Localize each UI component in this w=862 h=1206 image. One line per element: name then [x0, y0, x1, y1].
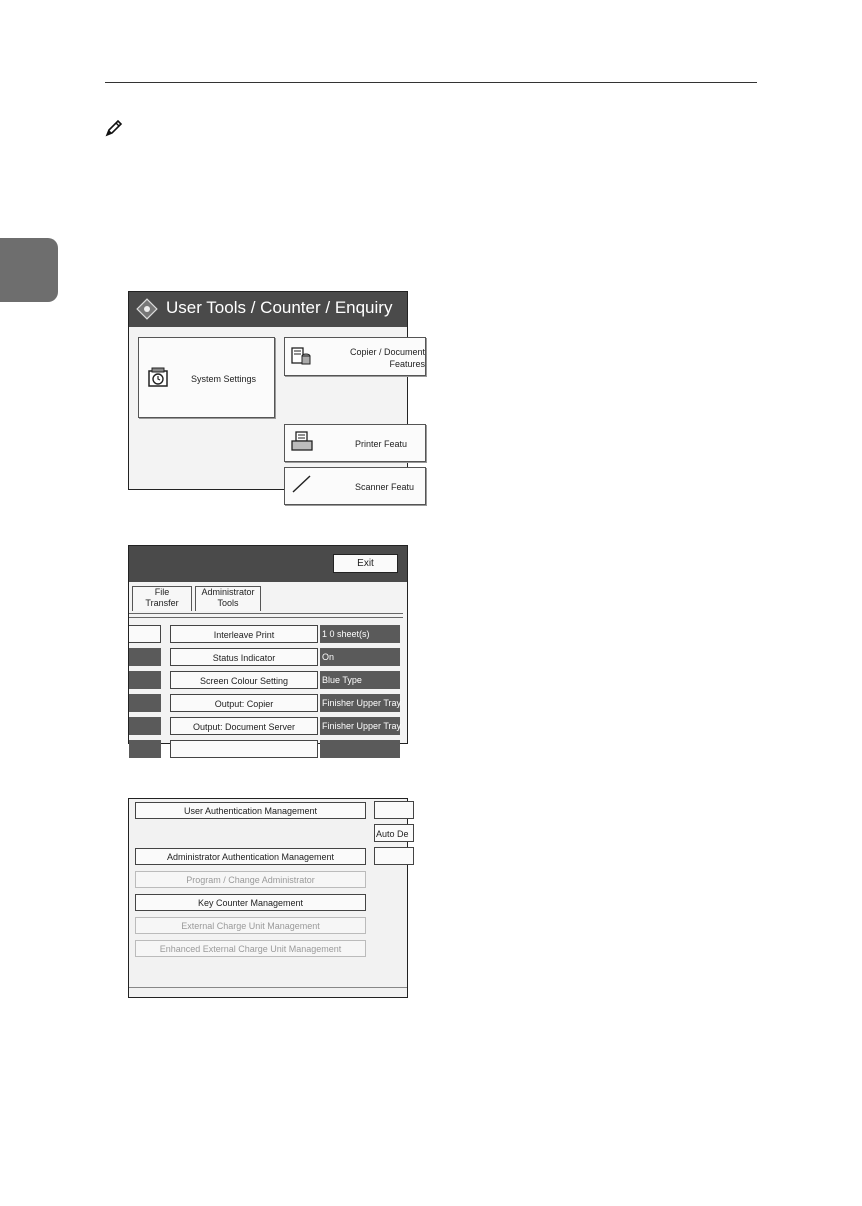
- scanner-label: Scanner Featu: [355, 482, 415, 492]
- title-bar: [129, 292, 407, 327]
- printer-label: Printer Featu: [355, 439, 408, 449]
- tab-file-transfer[interactable]: [132, 586, 192, 611]
- administrator-authentication-management-button[interactable]: Administrator Authentication Management: [135, 848, 366, 865]
- window-title: User Tools / Counter / Enquiry: [166, 298, 393, 317]
- copier-icon: [290, 345, 312, 367]
- left-setting-value: [129, 740, 161, 758]
- screen-colour-setting-value: Blue Type: [320, 671, 400, 689]
- external-charge-unit-management-button: External Charge Unit Management: [135, 917, 366, 934]
- note-pencil-icon: [104, 118, 124, 138]
- output-copier-button[interactable]: Output: Copier: [170, 694, 318, 712]
- output-document-server-value: Finisher Upper Tray: [320, 717, 400, 735]
- status-indicator-button[interactable]: Status Indicator: [170, 648, 318, 666]
- key-counter-management-button[interactable]: Key Counter Management: [135, 894, 366, 911]
- header-bar: [129, 546, 407, 582]
- exit-button[interactable]: Exit: [333, 554, 398, 573]
- tab-administrator-tools-line1: Administrator: [201, 587, 255, 597]
- bottom-divider: [129, 987, 407, 990]
- page-top-rule: [105, 82, 757, 83]
- right-setting-button[interactable]: [374, 801, 414, 819]
- printer-icon: [290, 430, 314, 454]
- user-tools-menu-screenshot: [128, 291, 425, 492]
- left-setting-value: [129, 717, 161, 735]
- copier-document-features-button[interactable]: [284, 337, 426, 376]
- left-setting-button[interactable]: [129, 625, 161, 643]
- tab-divider: [129, 613, 403, 618]
- left-setting-value: [129, 671, 161, 689]
- enhanced-external-charge-unit-management-button: Enhanced External Charge Unit Management: [135, 940, 366, 957]
- output-document-server-button[interactable]: Output: Document Server: [170, 717, 318, 735]
- left-setting-value: [129, 694, 161, 712]
- scanner-icon: [290, 472, 314, 496]
- interleave-print-value: 1 0 sheet(s): [320, 625, 400, 643]
- user-authentication-management-button[interactable]: User Authentication Management: [135, 802, 366, 819]
- copier-label-line2: Features: [389, 359, 425, 369]
- interleave-print-button[interactable]: Interleave Print: [170, 625, 318, 643]
- tab-file-transfer-line1: File: [154, 587, 170, 597]
- right-setting-button[interactable]: [374, 847, 414, 865]
- administrator-management-screenshot: [128, 798, 408, 998]
- program-change-administrator-button: Program / Change Administrator: [135, 871, 366, 888]
- tab-file-transfer-line2: Transfer: [145, 598, 179, 608]
- tab-administrator-tools[interactable]: [195, 586, 261, 611]
- auto-delete-button[interactable]: Auto De: [374, 824, 414, 842]
- printer-features-button[interactable]: [284, 424, 426, 462]
- next-setting-button[interactable]: [170, 740, 318, 758]
- left-setting-value: [129, 648, 161, 666]
- next-setting-value: [320, 740, 400, 758]
- user-tools-icon: [136, 298, 158, 320]
- administrator-tools-screenshot: [128, 545, 408, 744]
- status-indicator-value: On: [320, 648, 400, 666]
- scanner-features-button[interactable]: [284, 467, 426, 505]
- copier-label-line1: Copier / Document: [349, 347, 425, 357]
- output-copier-value: Finisher Upper Tray: [320, 694, 400, 712]
- copier-label: [335, 346, 425, 370]
- chapter-tab: [0, 238, 58, 302]
- tab-administrator-tools-line2: Tools: [217, 598, 239, 608]
- screen-colour-setting-button[interactable]: Screen Colour Setting: [170, 671, 318, 689]
- system-settings-icon: [147, 366, 171, 390]
- system-settings-button[interactable]: [138, 337, 275, 418]
- system-settings-label: System Settings: [191, 374, 257, 384]
